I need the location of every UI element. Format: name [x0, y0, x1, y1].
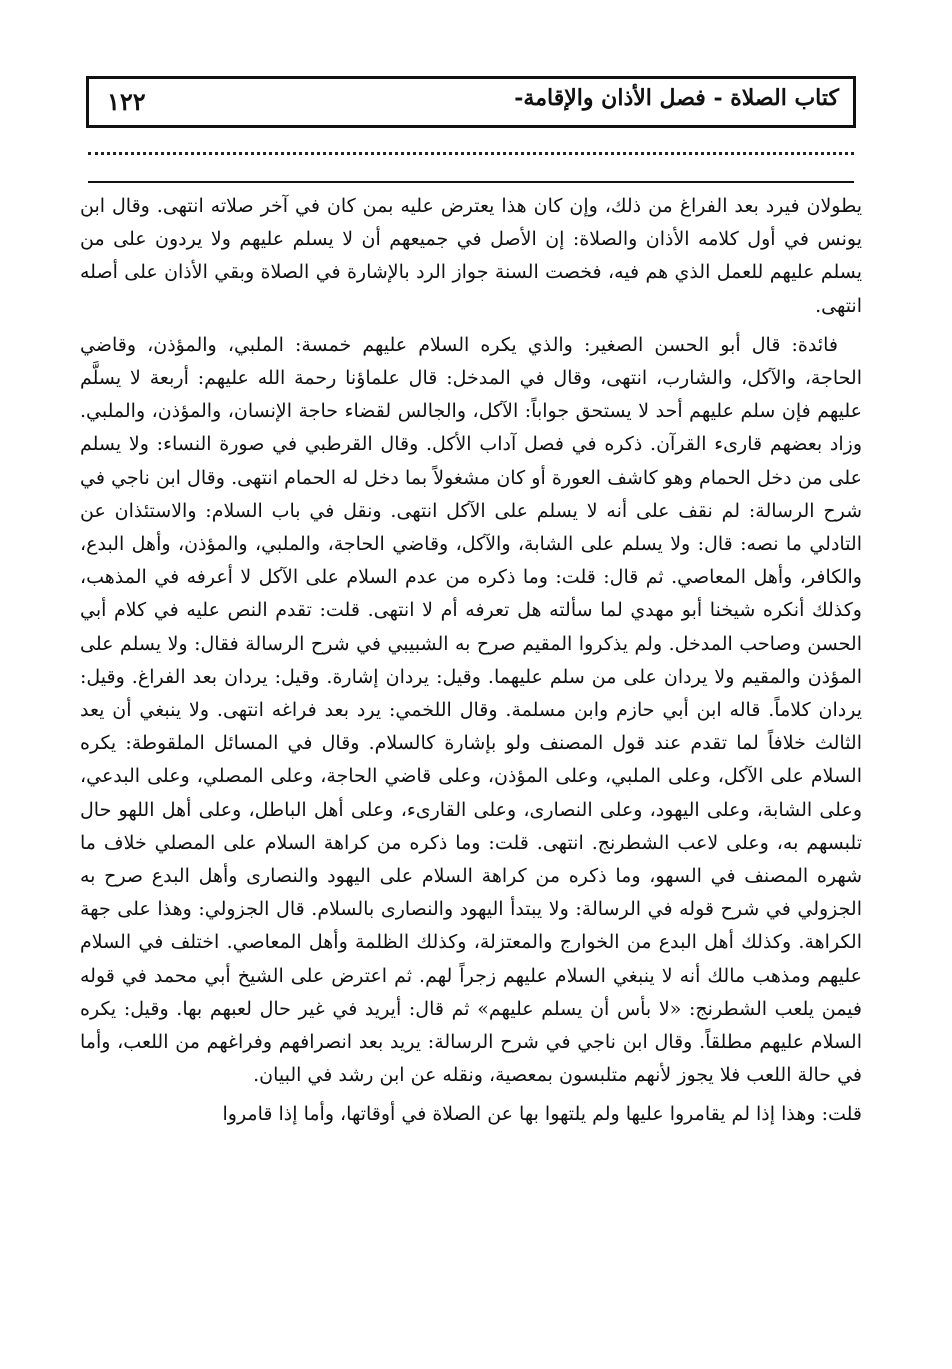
horizontal-rule	[88, 181, 854, 183]
paragraph-2: فائدة: قال أبو الحسن الصغير: والذي يكره السلام عليهم خمسة: الملبي، والمؤذن، وقاضي الحاجة، والآكل، والشارب، انتهى، وقال في المدخل: قال علماؤنا رحمة الله عليهم: أربعة لا يسلَّم عليهم فإن سلم عليهم أحد لا يستحق جواباً: الآكل، والجالس لقضاء حاجة الإنسان، والمؤذن، والملبي. وزاد بعضهم قارىء القرآن. ذكره في فصل آداب الأكل. وقال القرطبي في صورة النساء: ولا يسلم على من دخل الحمام وهو كاشف العورة أو كان مشغولاً بما دخل له الحمام انتهى. وقال ابن ناجي في شرح الرسالة: لم نقف على أنه لا يسلم على الآكل انتهى. ونقل في باب السلام: والاستئذان عن التادلي ما نصه: قال: ولا يسلم على الشابة، والآكل، وقاضي الحاجة، والملبي، والمؤذن، وأهل البدع، والكافر، وأهل المعاصي. ثم قال: قلت: وما ذكره من عدم السلام على الآكل لا أعرفه في المذهب، وكذلك أنكره شيخنا أبو مهدي لما سألته هل تعرفه أم لا انتهى. قلت: تقدم النص عليه في كلام أبي الحسن وصاحب المدخل. ولم يذكروا المقيم صرح به الشبيبي في شرح الرسالة فقال: ولا يسلم على المؤذن والمقيم ولا يردان على من سلم عليهما. وقيل: يردان إشارة. وقيل: يردان بعد الفراغ. وقيل: يردان كلاماً. قاله ابن أبي حازم وابن مسلمة. وقال اللخمي: يرد بعد فراغه انتهى. ولا ينبغي أن يعد الثالث خلافاً لما تقدم عند قول المصنف ولو بإشارة كالسلام. وقال في المسائل الملقوطة: يكره السلام على الآكل، وعلى الملبي، وعلى المؤذن، وعلى قاضي الحاجة، وعلى المصلي، وعلى البدعي، وعلى الشابة، وعلى اليهود، وعلى النصارى، وعلى القارىء، وعلى أهل الباطل، وعلى أهل اللهو حال تلبسهم به، وعلى لاعب الشطرنج. انتهى. قلت: وما ذكره من كراهة السلام على المصلي خلاف ما شهره المصنف في السهو، وما ذكره من كراهة السلام على اليهود والنصارى وأهل البدع صرح به الجزولي في شرح قوله في الرسالة: ولا يبتدأ اليهود والنصارى بالسلام. قال الجزولي: وهذا على جهة الكراهة. وكذلك أهل البدع من الخوارج والمعتزلة، وكذلك الظلمة وأهل المعاصي. اختلف في السلام عليهم ومذهب مالك أنه لا ينبغي السلام عليهم زجراً لهم. ثم اعترض على الشيخ أبي محمد في قوله فيمن يلعب الشطرنج: «لا بأس أن يسلم عليهم» ثم قال: أيريد في غير حال لعبهم بها. وقيل: يكره السلام عليهم مطلقاً. وقال ابن ناجي في شرح الرسالة: يريد بعد انصرافهم وفراغهم من اللعب، وأما في حالة اللعب فلا يجوز لأنهم متلبسون بمعصية، ونقله عن ابن رشد في البيان.	[80, 333, 862, 1087]
paragraph-3: قلت: وهذا إذا لم يقامروا عليها ولم يلتهوا بها عن الصلاة في أوقاتها، وأما إذا قامروا	[222, 1103, 862, 1126]
header-title: كتاب الصلاة - فصل الأذان والإقامة-	[514, 85, 839, 111]
body-text	[80, 190, 862, 1132]
paragraph-1: يطولان فيرد بعد الفراغ من ذلك، وإن كان هذا يعترض عليه بمن كان في آخر صلاته انتهى. وقال ابن يونس في أول كلامه الأذان والصلاة: إن الأصل في جميعهم أن لا يسلم عليهم ولا يردون على من يسلم عليهم للعمل الذي هم فيه، فخصت السنة جواز الرد بالإشارة في الصلاة وبقي الأذان على أصله انتهى.	[80, 195, 862, 317]
running-header	[86, 76, 856, 128]
page-number: ١٢٢	[107, 87, 146, 116]
dotted-divider	[88, 152, 854, 155]
